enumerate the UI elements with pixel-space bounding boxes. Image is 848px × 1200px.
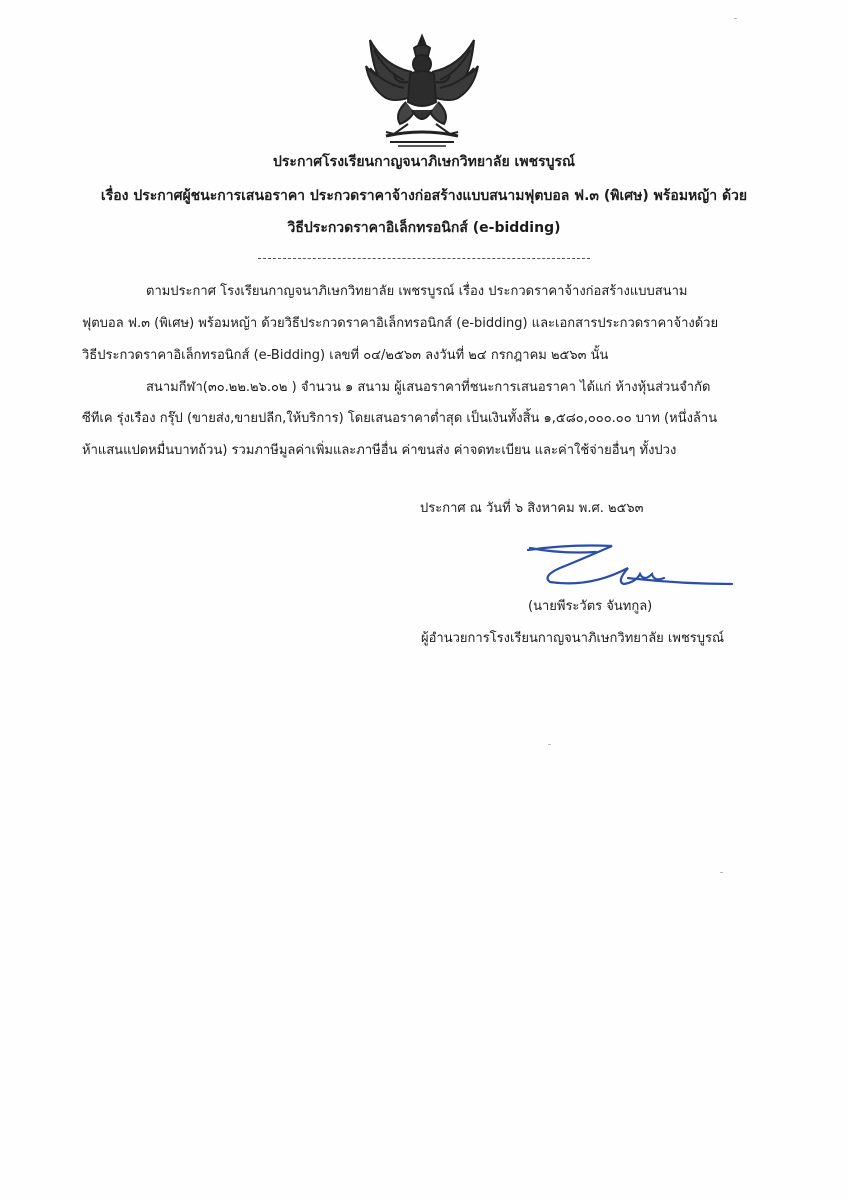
scan-speck [548,744,551,745]
signature-icon [520,538,740,596]
paragraph2-line1: สนามกีฬา(๓๐.๒๒.๒๖.๐๒ ) จำนวน ๑ สนาม ผู้เสนอราคาที่ชนะการเสนอราคา ได้แก่ ห้างหุ้นส่วนจำกัด [146,380,711,395]
issuer-heading: ประกาศโรงเรียนกาญจนาภิเษกวิทยาลัย เพชรบูรณ์ [273,154,575,170]
scan-speck [720,872,723,873]
garuda-emblem-icon [364,32,480,150]
signer-title: ผู้อำนวยการโรงเรียนกาญจนาภิเษกวิทยาลัย เพชรบูรณ์ [421,631,725,646]
paragraph2-line3: ห้าแสนแปดหมื่นบาทถ้วน) รวมภาษีมูลค่าเพิ่มและภาษีอื่น ค่าขนส่ง ค่าจดทะเบียน และค่าใช้จ่ายอื่นๆ ทั้งปวง [82,443,677,458]
paragraph1-line3: วิธีประกวดราคาอิเล็กทรอนิกส์ (e-Bidding) เลขที่ ๐๔/๒๕๖๓ ลงวันที่ ๒๔ กรกฎาคม ๒๕๖๓ นั้น [82,348,609,363]
signer-name: (นายพีระวัตร จันทกูล) [528,599,653,614]
announce-date: ประกาศ ณ วันที่ ๖ สิงหาคม พ.ศ. ๒๕๖๓ [420,501,644,516]
subject-line-2: วิธีประกวดราคาอิเล็กทรอนิกส์ (e-bidding) [287,220,561,236]
paragraph2-line2: ซีทีเค รุ่งเรือง กรุ๊ป (ขายส่ง,ขายปลีก,ให้บริการ) โดยเสนอราคาต่ำสุด เป็นเงินทั้งสิ้น ๑,๕๘๐,๐๐๐.๐๐ บาท (หนึ่งล้าน [82,411,718,426]
paragraph1-line1: ตามประกาศ โรงเรียนกาญจนาภิเษกวิทยาลัย เพชรบูรณ์ เรื่อง ประกวดราคาจ้างก่อสร้างแบบสนาม [146,284,688,299]
separator-rule [258,258,590,259]
subject-line-1: เรื่อง ประกาศผู้ชนะการเสนอราคา ประกวดราคาจ้างก่อสร้างแบบสนามฟุตบอล ฟ.๓ (พิเศษ) พร้อมหญ้า ด้วย [100,188,748,204]
scan-speck [734,18,737,19]
paragraph1-line2: ฟุตบอล ฟ.๓ (พิเศษ) พร้อมหญ้า ด้วยวิธีประกวดราคาอิเล็กทรอนิกส์ (e-bidding) และเอกสารประกวดราคาจ้างด้วย [82,316,719,331]
